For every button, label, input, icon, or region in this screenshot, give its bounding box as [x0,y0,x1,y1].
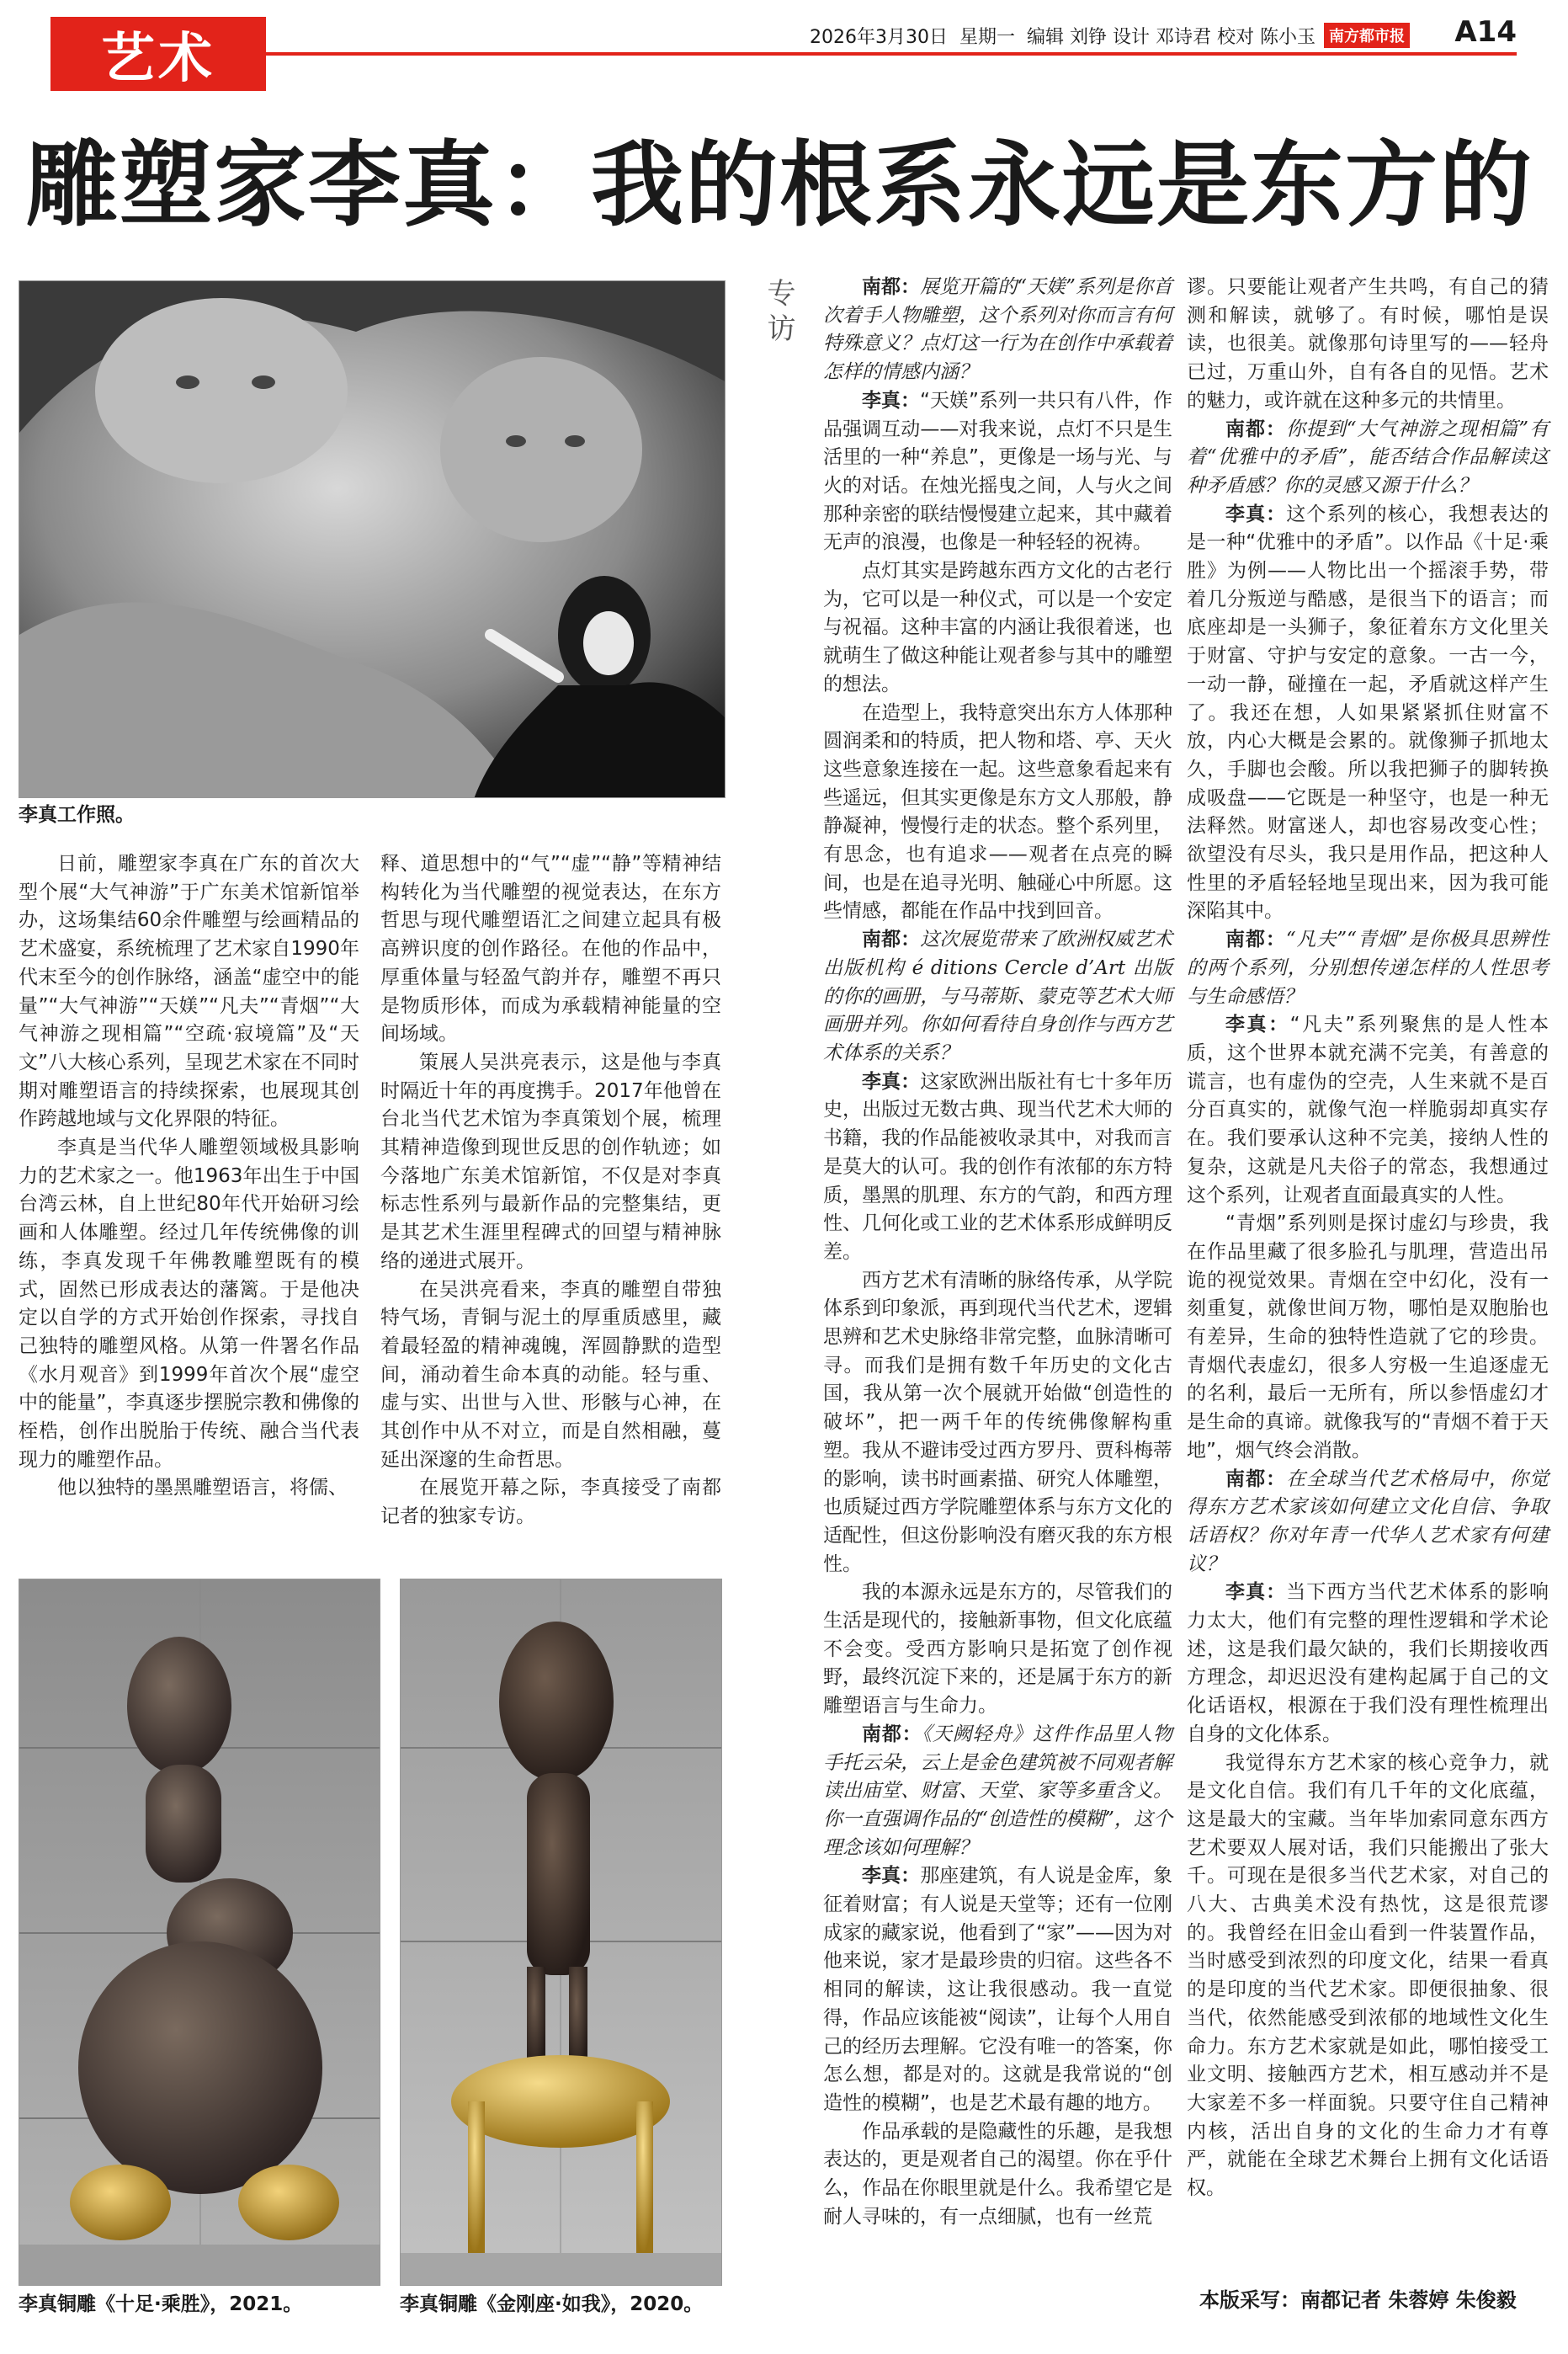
headline: 雕塑家李真：我的根系永远是东方的 [25,131,1533,239]
question-text: 你提到“大气神游之现相篇”有着“优雅中的矛盾”，能否结合作品解读这种矛盾感？你的灵感又源于什么？ [1187,418,1549,497]
photo-caption: 李真工作照。 [19,804,135,826]
paragraph: 在展览开幕之际，李真接受了南都记者的独家专访。 [380,1477,721,1528]
question-text: 《天阙轻舟》这件作品里人物手托云朵，云上是金色建筑被不同观者解读出庙堂、财富、天堂、家等多重含义。你一直强调作品的“创造性的模糊”，这个理念该如何理解？ [823,1723,1172,1859]
sculpture-photo-image [401,1579,722,2286]
paragraph: 在造型上，我特意突出东方人体那种圆润柔和的特质，把人物和塔、亭、天火这些意象连接在一起。这些意象看起来有些遥远，但其实更像是东方文人那般，静静凝神，慢慢行走的状态。整个系列里，有思念，也有追求——观者在点亮的瞬间，也是在追寻光明、触碰心中所愿。这些情感，都能在作品中找到回音。 [823,701,1172,923]
paragraph: 在吴洪亮看来，李真的雕塑自带独特气场，青铜与泥土的厚重质感里，藏着最轻盈的精神魂魄，浑圆静默的造型间，涌动着生命本真的动能。轻与重、虚与实、出世与入世、形骸与心神，在其创作中从不对立，而是自然相融，蔓延出深邃的生命哲思。 [380,1278,721,1471]
answer-text: “天媄”系列一共只有八件，作品强调互动——对我来说，点灯不只是生活里的一种“养息”，更像是一场与光、与火的对话。在烛光摇曳之间，人与火之间那种亲密的联结慢慢建立起来，其中藏着无声的浪漫，也像是一种轻轻的祝祷。 [823,389,1172,554]
paragraph: 谬。只要能让观者产生共鸣，有自己的猜测和解读，就够了。有时候，哪怕是误读，也很美。就像那句诗里写的——轻舟已过，万重山外，自有各自的见悟。艺术的魅力，或许就在这种多元的共情里。 [1187,276,1549,412]
brand-logo: 南方都市报 [1324,23,1410,48]
answer [823,1068,1172,1267]
question [1187,926,1549,1011]
body-column-2 [380,850,721,1558]
answer-text: 这家欧洲出版社有七十多年历史，出版过无数古典、现当代艺术大师的书籍，我的作品能被收录其中，对我而言是莫大的认可。我的创作有浓郁的东方特质，墨黑的肌理、东方的气韵，和西方理性、几何化或工业的艺术体系形成鲜明反差。 [823,1070,1173,1263]
speaker-label: 李真： [862,1070,921,1093]
question [823,1721,1172,1863]
question-text: 这次展览带来了欧洲权威艺术出版机构 é ditions Cercle d’Art 出版的你的画册，与马蒂斯、蒙克等艺术大师画册并列。你如何看待自身创作与西方艺术体系的关系？ [823,929,1173,1064]
question-text: “凡夫”“青烟”是你极具思辨性的两个系列，分别想传递怎样的人性思考与生命感悟？ [1187,929,1549,1008]
question [823,274,1172,387]
question [1187,1466,1549,1579]
answer-text: 这个系列的核心，我想表达的是一种“优雅中的矛盾”。以作品《十足·乘胜》为例——人物比出一个摇滚手势，带着几分叛逆与酷感，是很当下的语言；而底座却是一头狮子，象征着东方文化里关于财富、守护与安定的意象。一古一今，一动一静，碰撞在一起，矛盾就这样产生了。我还在想，人如果紧紧抓住财富不放，内心大概是会累的。就像狮子抓地太久，手脚也会酸。所以我把狮子的脚转换成吸盘——它既是一种坚守，也是一种无法释然。财富迷人，却也容易改变心性；欲望没有尽头，我只是用作品，把这种人性里的矛盾轻轻地呈现出来，因为我可能深陷其中。 [1187,503,1549,923]
question-text: 展览开篇的“天媄”系列是你首次着手人物雕塑，这个系列对你而言有何特殊意义？点灯这一行为在创作中承载着怎样的情感内涵？ [823,276,1172,384]
photo-caption: 李真铜雕《金刚座·如我》，2020。 [400,2293,704,2315]
speaker-label: 南都： [1225,1467,1287,1490]
paragraph: 释、道思想中的“气”“虚”“静”等精神结构转化为当代雕塑的视觉表达，在东方哲思与现代雕塑语汇之间建立起具有极高辨识度的创作路径。在他的作品中，厚重体量与轻盈气韵并存，雕塑不再只是物质形体，而成为承载精神能量的空间场域。 [380,853,721,1046]
speaker-label: 李真： [1225,1014,1290,1036]
sculpture-photo-jingangzuo [400,1579,722,2286]
paragraph: 西方艺术有清晰的脉络传承，从学院体系到印象派，再到现代当代艺术，逻辑思辨和艺术史脉络非常完整，血脉清晰可寻。而我们是拥有数千年历史的文化古国，我从第一次个展就开始做“创造性的破坏”，把一两千年的传统佛像解构重塑。我从不避讳受过西方罗丹、贾科梅蒂的影响，读书时画素描、研究人体雕塑，也质疑过西方学院雕塑体系与东方文化的适配性，但这份影响没有磨灭我的东方根性。 [823,1269,1172,1575]
answer-text: 当下西方当代艺术体系的影响力太大，他们有完整的理性逻辑和学术论述，这是我们最欠缺的，我们长期接收西方理念，却迟迟没有建构起属于自己的文化话语权，根源在于我们没有理性梳理出自身的文化体系。 [1187,1581,1549,1745]
paragraph: “青烟”系列则是探讨虚幻与珍贵，我在作品里藏了很多脸孔与肌理，营造出吊诡的视觉效果。青烟在空中幻化，没有一刻重复，就像世间万物，哪怕是双胞胎也有差异，生命的独特性造就了它的珍贵。青烟代表虚幻，很多人穷极一生追逐虚无的名利，最后一无所有，所以参悟虚幻才是生命的真谛。就像我写的“青烟不着于天地”，烟气终会消散。 [1187,1212,1549,1462]
speaker-label: 南都： [862,929,921,951]
interview-label: 专访 [762,278,795,349]
paragraph: 策展人吴洪亮表示，这是他与李真时隔近十年的再度携手。2017年他曾在台北当代艺术馆为李真策划个展，梳理其精神造像到现世反思的创作轨迹；如今落地广东美术馆新馆，不仅是对李真标志性系列与最新作品的完整集结，更是其艺术生涯里程碑式的回望与精神脉络的递进式展开。 [380,1051,721,1272]
answer [1187,1011,1549,1210]
question-text: 在全球当代艺术格局中，你觉得东方艺术家该如何建立文化自信、争取话语权？你对年青一代华人艺术家有何建议？ [1187,1467,1549,1575]
answer-text: 那座建筑，有人说是金库，象征着财富；有人说是天堂等；还有一位刚成家的藏家说，他看到了“家”——因为对他来说，家才是最珍贵的归宿。这些各不相同的解读，这让我很感动。我一直觉得，作品应该能被“阅读”，让每个人用自己的经历去理解。它没有唯一的答案，你怎么想，都是对的。这就是我常说的“创造性的模糊”，也是艺术最有趣的地方。 [823,1865,1173,2114]
paragraph: 作品承载的是隐藏性的乐趣，是我想表达的，更是观者自己的渴望。你在乎什么，作品在你眼里就是什么。我希望它是耐人寻味的，有一点细腻，也有一丝荒 [823,2120,1172,2228]
speaker-label: 南都： [862,276,921,298]
speaker-label: 南都： [862,1723,922,1745]
answer [1187,1579,1549,1749]
weekday: 星期一 [959,26,1016,48]
speaker-label: 南都： [1225,418,1286,440]
sculpture-photo-image [19,1579,380,2286]
paragraph: 我觉得东方艺术家的核心竞争力，就是文化自信。我们有几千年的文化底蕴，这是最大的宝藏。当年毕加索同意东西方艺术要双人展对话，我们只能搬出了张大千。可现在是很多当代艺术家，对自己的八大、古典美术没有热忱，这是很荒谬的。我曾经在旧金山看到一件装置作品，当时感受到浓烈的印度文化，结果一看真的是印度的当代艺术家。即便很抽象、很当代，依然能感受到浓郁的地域性文化生命力。东方艺术家就是如此，哪怕接受工业文明、接触西方艺术，相互感动并不是大家差不多一样面貌。只要守住自己精神内核，活出自身的文化的生命力才有尊严，就能在全球艺术舞台上拥有文化话语权。 [1187,1751,1549,2200]
header-rule [266,52,1517,56]
speaker-label: 李真： [862,389,921,412]
byline-credit: 本版采写：南都记者 朱蓉婷 朱俊毅 [1199,2288,1517,2312]
speaker-label: 李真： [862,1865,921,1888]
body-column-4 [1187,274,1549,2252]
header-meta [810,19,1410,52]
speaker-label: 李真： [1225,1581,1287,1604]
question [1187,416,1549,501]
studio-photo-image [19,281,726,798]
speaker-label: 李真： [1225,503,1287,525]
sculpture-photo-shizu [19,1579,380,2286]
answer [1187,501,1549,927]
answer [823,387,1172,557]
paragraph: 点灯其实是跨越东西方文化的古老行为，它可以是一种仪式，可以是一个安定与祝福。这种丰富的内涵让我很着迷，也就萌生了做这种能让观者参与其中的雕塑的想法。 [823,560,1172,695]
staff: 编辑 刘铮 设计 邓诗君 校对 陈小玉 [1027,26,1316,48]
paragraph: 日前，雕塑家李真在广东的首次大型个展“大气神游”于广东美术馆新馆举办，这场集结60余件雕塑与绘画精品的艺术盛宴，系统梳理了艺术家自1990年代末至今的创作脉络，涵盖“虚空中的能量”“大气神游”“天媄”“凡夫”“青烟”“大气神游之现相篇”“空疏·寂境篇”及“天文”八大核心系列，呈现艺术家在不同时期对雕塑语言的持续探索，也展现其创作跨越地域与文化界限的特征。 [19,853,359,1131]
body-column-1 [19,850,359,1558]
date: 2026年3月30日 [810,26,949,48]
section-tag: 艺术 [50,17,266,91]
speaker-label: 南都： [1225,929,1286,951]
answer [823,1862,1172,2117]
paragraph: 我的本源永远是东方的，尽管我们的生活是现代的，接触新事物，但文化底蕴不会变。受西方影响只是拓宽了创作视野，最终沉淀下来的，还是属于东方的新雕塑语言与生命力。 [823,1581,1172,1718]
photo-caption: 李真铜雕《十足·乘胜》，2021。 [19,2293,303,2315]
body-column-3 [823,274,1172,2303]
page-number: A14 [1454,15,1517,49]
studio-photo [19,280,726,798]
paragraph: 李真是当代华人雕塑领域极具影响力的艺术家之一。他1963年出生于中国台湾云林，自上世纪80年代开始研习绘画和人体雕塑。经过几年传统佛像的训练，李真发现千年佛教雕塑既有的模式，固然已形成表达的藩篱。于是他决定以自学的方式开始创作探索，寻找自己独特的雕塑风格。从第一件署名作品《水月观音》到1999年首次个展“虚空中的能量”，李真逐步摆脱宗教和佛像的桎梏，创作出脱胎于传统、融合当代表现力的雕塑作品。 [19,1137,359,1471]
paragraph: 他以独特的墨黑雕塑语言，将儒、 [57,1477,348,1499]
answer-text: “凡夫”系列聚焦的是人性本质，这个世界本就充满不完美，有善意的谎言，也有虚伪的空壳，人生来就不是百分百真实的，就像气泡一样脆弱却真实存在。我们要承认这种不完美，接纳人性的复杂，这就是凡夫俗子的常态，我想通过这个系列，让观者直面最真实的人性。 [1187,1014,1549,1206]
question [823,926,1172,1068]
